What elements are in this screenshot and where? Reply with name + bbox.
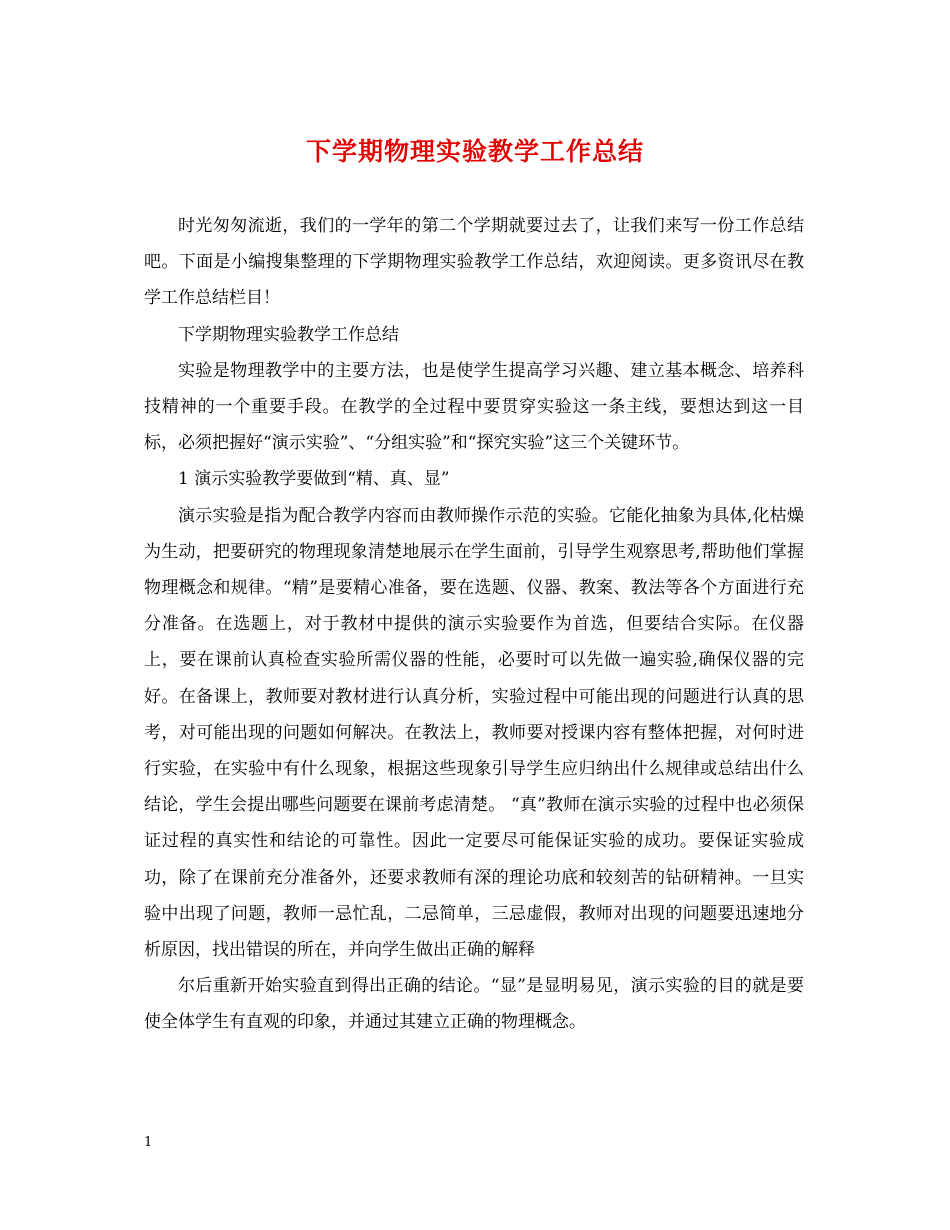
body-paragraph: 尔后重新开始实验直到得出正确的结论。“显”是显明易见，演示实验的目的就是要使全体学生有直观的印象，并通过其建立正确的物理概念。 <box>144 976 804 1033</box>
document-title: 下学期物理实验教学工作总结 <box>305 137 644 166</box>
page-number: 1 <box>144 1135 153 1150</box>
subtitle-paragraph: 下学期物理实验教学工作总结 <box>178 324 399 345</box>
body-paragraph: 演示实验是指为配合教学内容而由教师操作示范的实验。它能化抽象为具体,化枯燥为生动，把要研究的物理现象清楚地展示在学生面前，引导学生观察思考,帮助他们掌握物理概念和规律。“精”是要精心准备，要在选题、仪器、教案、教法等各个方面进行充分准备。在选题上，对于教材中提供的演示实验要作为首选，但要结合实际。在仪器上，要在课前认真检查实验所需仪器的性能，必要时可以先做一遍实验,确保仪器的完好。在备课上，教师要对教材进行认真分析，实验过程中可能出现的问题进行认真的思考，对可能出现的问题如何解决。在教法上，教师要对授课内容有整体把握，对何时进行实验，在实验中有什么现象，根据这些现象引导学生应归纳出什么规律或总结出什么结论，学生会提出哪些问题要在课前考虑清楚。 “真”教师在演示实验的过程中也必须保证过程的真实性和结论的可靠性。因此一定要尽可能保证实验的成功。要保证实验成功，除了在课前充分准备外，还要求教师有深的理论功底和较刻苦的钻研精神。一旦实验中出现了问题，教师一忌忙乱，二忌简单，三忌虚假，教师对出现的问题要迅速地分析原因，找出错误的所在，并向学生做出正确的解释 <box>144 505 804 961</box>
section-heading: 1 演示实验教学要做到“精、真、显” <box>178 469 450 490</box>
body-paragraph: 实验是物理教学中的主要方法，也是使学生提高学习兴趣、建立基本概念、培养科技精神的一个重要手段。在教学的全过程中要贯穿实验这一条主线，要想达到这一目标，必须把握好“演示实验”、“分组实验”和“探究实验”这三个关键环节。 <box>144 360 804 454</box>
document-body <box>144 208 804 1041</box>
intro-paragraph: 时光匆匆流逝，我们的一学年的第二个学期就要过去了，让我们来写一份工作总结吧。下面是小编搜集整理的下学期物理实验教学工作总结，欢迎阅读。更多资讯尽在教学工作总结栏目！ <box>144 216 804 309</box>
